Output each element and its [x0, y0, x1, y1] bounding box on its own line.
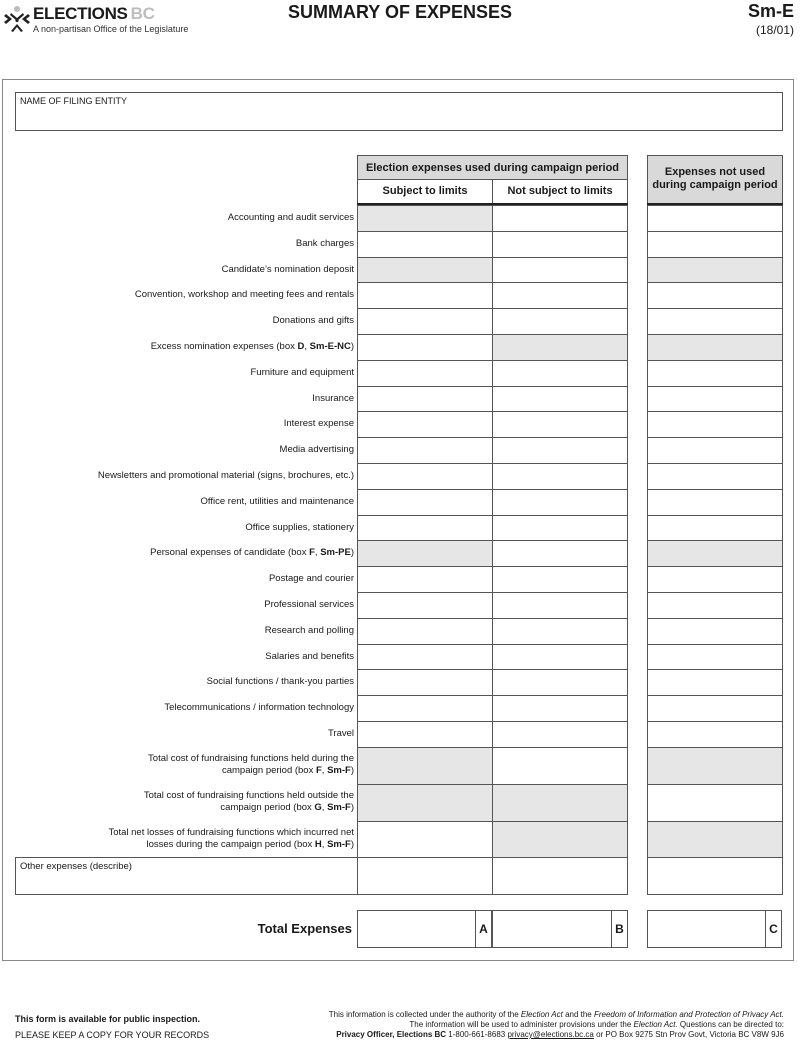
amount-input-not-subject-to-limits[interactable] [492, 308, 628, 335]
amount-input-not-subject-to-limits[interactable] [492, 618, 628, 645]
total-expenses-label: Total Expenses [257, 921, 352, 936]
privacy-notice: This information is collected under the authority of the Election Act and the Freedom of Information and Protection of Privacy Act. The information will be used to administer provisions under the Election Act. Questions can be directed to: Privacy Officer, Elections BC 1-800-661-8683 privacy@elections.bc.ca or PO Box 9275 Stn Prov Govt, Victoria BC V8W 9J6 [328, 1010, 784, 1039]
amount-input-not-subject-to-limits[interactable] [492, 592, 628, 619]
amount-input-not-used[interactable] [647, 411, 783, 438]
logo-wordmark: ELECTIONS BC [33, 4, 155, 23]
amount-input-not-subject-to-limits[interactable] [492, 747, 628, 785]
amount-input-not-used[interactable] [647, 386, 783, 413]
amount-input-not-subject-to-limits[interactable] [492, 437, 628, 464]
row-label: Personal expenses of candidate (box F, Sm-PE) [150, 547, 354, 559]
row-label: Office supplies, stationery [245, 521, 354, 533]
row-label: Insurance [312, 392, 354, 404]
form-code: Sm-E [747, 1, 794, 21]
amount-input-not-subject-to-limits[interactable] [492, 411, 628, 438]
amount-input-not-used[interactable] [647, 205, 783, 232]
amount-input-not-subject-to-limits [492, 334, 628, 361]
amount-input-not-used [647, 334, 783, 361]
header-election-expenses: Election expenses used during campaign period [357, 155, 628, 180]
amount-input-not-used[interactable] [647, 231, 783, 258]
row-label: Total cost of fundraising functions held outside the campaign period (box G, Sm-F) [143, 789, 354, 813]
amount-input-not-subject-to-limits[interactable] [492, 695, 628, 722]
row-label: Bank charges [295, 237, 354, 249]
amount-input-not-subject-to-limits[interactable] [492, 360, 628, 387]
amount-input-not-used[interactable] [647, 644, 783, 671]
amount-input-not-subject-to-limits[interactable] [492, 721, 628, 748]
amount-input-not-subject-to-limits[interactable] [492, 566, 628, 593]
row-label: Candidate’s nomination deposit [221, 263, 354, 275]
row-label: Total net losses of fundraising functions which incurred net losses during the campaign period (box H, Sm-F) [108, 826, 354, 850]
row-label: Excess nomination expenses (box D, Sm-E-NC) [150, 341, 354, 352]
amount-input-subject-to-limits[interactable] [357, 669, 493, 696]
amount-input-not-used[interactable] [647, 669, 783, 696]
amount-input-subject-to-limits[interactable] [357, 695, 493, 722]
header-expenses-not-used: Expenses not used during campaign period [647, 155, 783, 204]
public-inspection-notice: This form is available for public inspection. [15, 1014, 201, 1024]
amount-input-not-used[interactable] [647, 695, 783, 722]
amount-input-not-used[interactable] [647, 566, 783, 593]
amount-input-subject-to-limits[interactable] [357, 618, 493, 645]
amount-input-not-used[interactable] [647, 282, 783, 309]
amount-input-not-used[interactable] [647, 360, 783, 387]
form-revision: (18/01) [755, 23, 794, 37]
row-label: Social functions / thank-you parties [206, 676, 354, 688]
amount-input-not-used [647, 540, 783, 567]
other-expenses-label: Other expenses (describe) [20, 861, 132, 872]
row-label: Donations and gifts [272, 315, 354, 327]
amount-input-not-used[interactable] [647, 515, 783, 542]
row-label: Postage and courier [268, 573, 354, 585]
row-label: Newsletters and promotional material (signs, brochures, etc.) [97, 470, 354, 481]
amount-input-not-subject-to-limits[interactable] [492, 463, 628, 490]
amount-input-not-used[interactable] [647, 592, 783, 619]
amount-input-subject-to-limits[interactable] [357, 308, 493, 335]
row-label: Furniture and equipment [250, 366, 354, 378]
amount-input-not-used [647, 257, 783, 284]
other-expenses-subject-input[interactable] [357, 857, 493, 895]
amount-input-not-subject-to-limits[interactable] [492, 205, 628, 232]
amount-input-not-subject-to-limits[interactable] [492, 231, 628, 258]
filing-entity-field[interactable] [15, 92, 783, 131]
row-label: Professional services [264, 599, 354, 610]
header-subject-to-limits: Subject to limits [357, 180, 493, 204]
amount-input-subject-to-limits[interactable] [357, 282, 493, 309]
row-label: Accounting and audit services [227, 212, 354, 223]
amount-input-not-used[interactable] [647, 618, 783, 645]
form-title: SUMMARY OF EXPENSES [287, 2, 513, 22]
other-expenses-not-used-input[interactable] [647, 857, 783, 895]
total-a-input[interactable] [357, 910, 476, 948]
amount-input-not-used[interactable] [647, 489, 783, 516]
amount-input-subject-to-limits[interactable] [357, 489, 493, 516]
amount-input-subject-to-limits[interactable] [357, 463, 493, 490]
row-label: Interest expense [283, 418, 354, 430]
privacy-email-link[interactable]: privacy@elections.bc.ca [507, 1030, 594, 1039]
amount-input-subject-to-limits[interactable] [357, 386, 493, 413]
amount-input-not-subject-to-limits[interactable] [492, 489, 628, 516]
amount-input-subject-to-limits[interactable] [357, 231, 493, 258]
amount-input-not-subject-to-limits[interactable] [492, 257, 628, 284]
amount-input-not-subject-to-limits[interactable] [492, 386, 628, 413]
amount-input-subject-to-limits[interactable] [357, 411, 493, 438]
amount-input-subject-to-limits[interactable] [357, 821, 493, 859]
filing-entity-label: NAME OF FILING ENTITY [20, 96, 128, 106]
amount-input-not-used[interactable] [647, 463, 783, 490]
amount-input-not-used [647, 747, 783, 785]
header-not-subject-to-limits: Not subject to limits [492, 180, 628, 204]
row-label: Telecommunications / information technology [164, 702, 354, 714]
row-label: Research and polling [264, 624, 354, 636]
row-label: Media advertising [279, 444, 354, 456]
amount-input-not-subject-to-limits[interactable] [492, 669, 628, 696]
total-c-input[interactable] [647, 910, 766, 948]
row-label: Travel [327, 728, 354, 739]
total-b-input[interactable] [492, 910, 612, 948]
keep-copy-notice: PLEASE KEEP A COPY FOR YOUR RECORDS [15, 1030, 210, 1040]
amount-input-subject-to-limits[interactable] [357, 644, 493, 671]
amount-input-subject-to-limits [357, 205, 493, 232]
other-expenses-not-subject-input[interactable] [492, 857, 628, 895]
row-label: Total cost of fundraising functions held during the campaign period (box F, Sm-F) [148, 752, 354, 776]
amount-input-subject-to-limits[interactable] [357, 437, 493, 464]
amount-input-not-subject-to-limits [492, 821, 628, 859]
amount-input-not-used[interactable] [647, 308, 783, 335]
amount-input-not-subject-to-limits[interactable] [492, 515, 628, 542]
other-expenses-field[interactable] [15, 857, 358, 895]
amount-input-subject-to-limits [357, 540, 493, 567]
amount-input-not-subject-to-limits[interactable] [492, 540, 628, 567]
row-label: Convention, workshop and meeting fees and rentals [134, 289, 354, 301]
amount-input-not-used [647, 821, 783, 859]
amount-input-not-subject-to-limits[interactable] [492, 282, 628, 309]
row-label: Office rent, utilities and maintenance [200, 495, 354, 507]
amount-input-not-subject-to-limits [492, 784, 628, 822]
amount-input-subject-to-limits [357, 257, 493, 284]
total-a-letter: A [475, 910, 492, 948]
amount-input-subject-to-limits [357, 784, 493, 822]
amount-input-subject-to-limits[interactable] [357, 360, 493, 387]
amount-input-subject-to-limits[interactable] [357, 592, 493, 619]
amount-input-subject-to-limits[interactable] [357, 721, 493, 748]
amount-input-subject-to-limits[interactable] [357, 566, 493, 593]
amount-input-not-subject-to-limits[interactable] [492, 644, 628, 671]
total-c-letter: C [765, 910, 782, 948]
amount-input-subject-to-limits[interactable] [357, 334, 493, 361]
logo-tagline: A non-partisan Office of the Legislature [33, 24, 189, 34]
row-label: Salaries and benefits [265, 650, 354, 662]
amount-input-not-used[interactable] [647, 784, 783, 822]
amount-input-subject-to-limits [357, 747, 493, 785]
amount-input-not-used[interactable] [647, 437, 783, 464]
amount-input-subject-to-limits[interactable] [357, 515, 493, 542]
total-b-letter: B [611, 910, 628, 948]
amount-input-not-used[interactable] [647, 721, 783, 748]
